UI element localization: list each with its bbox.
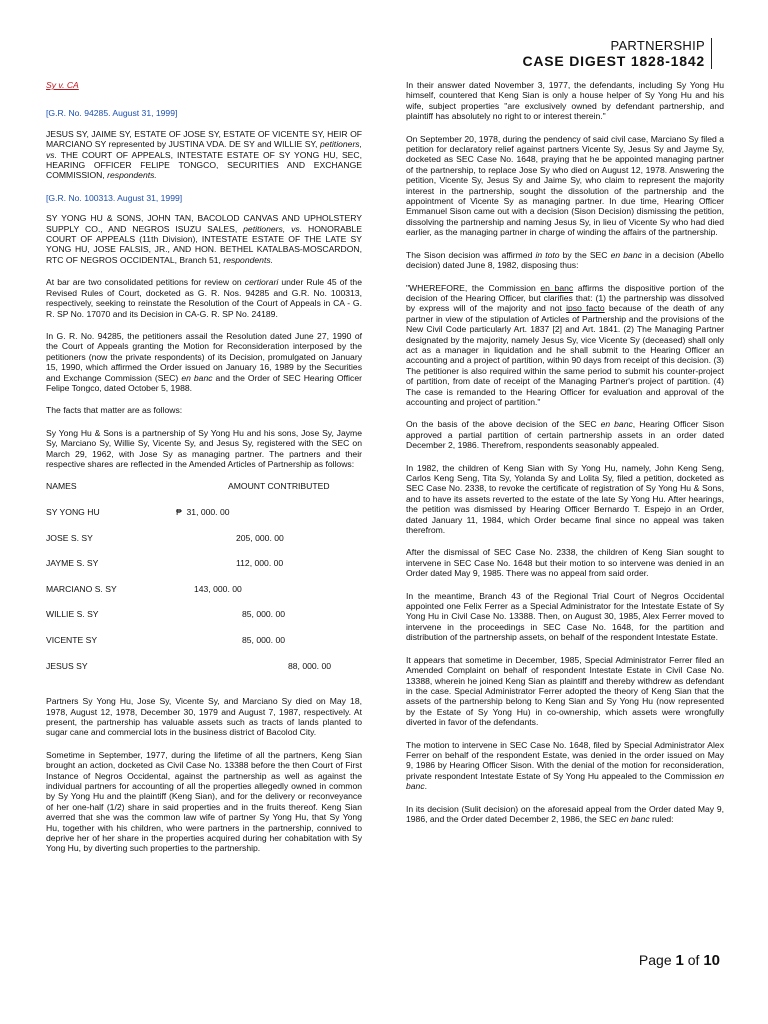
parties-1-text-a: JESUS SY, JAIME SY, ESTATE OF JOSE SY, ESTATE OF VICENTE SY, HEIR OF MARCIANO SY represented by JUSTINA VDA. DE SY and WILLIE SY, xyxy=(46,128,362,150)
text: "WHEREFORE, the Commission xyxy=(406,282,541,293)
table-row xyxy=(46,533,362,559)
text: affirms the dispositive portion of the decision of the Hearing Officer, but clarifies that: (1) the partnership was dissolved by express will of the majority and not xyxy=(406,282,724,314)
table-cell-amount: 205, 000. 00 xyxy=(236,532,284,543)
paragraph: On September 20, 1978, during the pendency of said civil case, Marciano Sy filed a petition for declaratory relief against partners Vicente Sy, Jesus Sy and Jayme Sy, docketed as SEC Case No. 1648, praying that he be appointed managing partner of the partnership, to replace Jose Sy who died on August 12, 1978. Answering the petition, Vicente Sy, Jesus Sy and Jaime Sy, who claim to represent the majority interest in the partnership, sought the dissolution of the partnership and the appointment of Vicente Sy as managing partner. In due time, Hearing Officer Emmanuel Sison came out with a decision (Sison Decision) dismissing the petition, dissolving the partnership and naming Jesus Sy, in lieu of Vicente Sy who had died earlier, as the managing partner in charge of winding the affairs of the partnership. xyxy=(406,133,724,238)
text: under Rule 45 of the Revised Rules of Court, docketed as G. R. Nos. 94285 and G.R. No. 100313, respectively, seeking to reinstate the Resolution of the Court of Appeals in CA - G. R. SP No. 17070 and its Decision in CA-G. R. SP No. 24189. xyxy=(46,277,362,319)
paragraph xyxy=(406,804,724,825)
paragraph: Partners Sy Yong Hu, Jose Sy, Vicente Sy, and Marciano Sy died on May 18, 1978, August 12, 1978, December 30, 1979 and August 7, 1987, respectively. At present, the partnership has valuable assets such as tracts of lands planted to sugar cane and commercial lots in the business district of Bacolod City. xyxy=(46,696,362,738)
table-cell-name: JESUS SY xyxy=(46,660,88,671)
table-cell-name: JAYME S. SY xyxy=(46,558,99,569)
text-italic: in toto xyxy=(535,249,560,260)
table-header-row xyxy=(46,481,362,507)
table-row xyxy=(46,507,362,533)
text: In its decision (Sulit decision) on the aforesaid appeal from the Order dated May 9, 1986, and the Order dated December 2, 1986, the SEC xyxy=(406,803,724,824)
text-italic: en banc xyxy=(610,249,642,260)
parties-1-role-respondents: respondents. xyxy=(107,170,157,181)
table-row xyxy=(46,661,362,687)
quoted-dispositive xyxy=(406,283,724,408)
parties-2-text-b: HONORABLE COURT OF APPEALS (11th Division), INTESTATE ESTATE OF THE LATE SY YONG HU, JOSE FALSIS, JR., AND HON. BETHEL KATALBAS-MOSCARDON, RTC OF NEGROS OCCIDENTAL, Branch 51, xyxy=(46,223,363,265)
header-category: PARTNERSHIP xyxy=(610,38,705,53)
contributions-table xyxy=(46,481,362,686)
text: At bar are two consolidated petitions for review on xyxy=(46,277,245,288)
table-row xyxy=(46,609,362,635)
table-header-amount: AMOUNT CONTRIBUTED xyxy=(228,481,330,492)
text: In G. R. No. 94285, the petitioners assail the Resolution dated June 27, 1990 of the Court of Appeals granting the Motion for Reconsideration interposed by the petitioners (now the private respondents) of its Decision, promulgated on January 15, 1990, which affirmed the Order issued on January 16, 1989 by the Securities and Exchange Commission (SEC) xyxy=(46,330,362,383)
gr-number-2[interactable]: [G.R. No. 100313. August 31, 1999] xyxy=(46,192,183,203)
case-title[interactable]: Sy v. CA xyxy=(46,80,79,90)
table-cell-amount: 112, 000. 00 xyxy=(236,558,284,569)
parties-1 xyxy=(46,129,362,181)
text: . xyxy=(424,781,428,792)
paragraph: It appears that sometime in December, 1985, Special Administrator Ferrer filed an Amended Complaint on behalf of respondent Intestate Estate in Civil Case No. 13388, wherein he joined Keng Sian as plaintiff and thereby withdrew as defendant in the case. Special Administrator Ferrer adopted the theory of Keng Sian that the assets of the partnership belong to Keng Sian and Sy Yong Hu (now represented by the Estate of Sy Yong Hu) in co-ownership, which assets were wrongfully diverted in favor of the defendants. xyxy=(406,654,724,728)
text: by the SEC xyxy=(559,249,611,260)
text: and the Order of SEC Hearing Officer Felipe Tongco, dated October 5, 1988. xyxy=(46,372,362,393)
paragraph: In 1982, the children of Keng Sian with Sy Yong Hu, namely, John Keng Seng, Carlos Keng Seng, Tita Sy, Yolanda Sy and Lolita Sy, filed a petition, docketed as SEC Case No. 2338, to revoke the certificate of registration of Sy Yong Hu & Sons, and to have its assets reverted to the estate of the late Sy Yong Hu. After hearings, the petition was dismissed by Hearing Officer Bernardo T. Espejo in an Order, dated January 11, 1984, which Order became final since no appeal was taken therefrom. xyxy=(406,462,724,536)
table-cell-amount: 143, 000. 00 xyxy=(194,583,242,594)
table-cell-amount: 85, 000. 00 xyxy=(242,609,286,620)
table-cell-name: MARCIANO S. SY xyxy=(46,583,117,594)
text: ruled: xyxy=(649,813,674,824)
paragraph: After the dismissal of SEC Case No. 2338, the children of Keng Sian sought to intervene in SEC Case No. 1648 but their motion to so intervene was denied in an Order dated May 9, 1985. There was no appeal from said order. xyxy=(406,547,724,579)
parties-2-text-a: SY YONG HU & SONS, JOHN TAN, BACOLOD CANVAS AND UPHOLSTERY SUPPLY CO., AND NEGROS ISUZU SALES, xyxy=(46,213,362,234)
parties-2 xyxy=(46,213,362,265)
parties-1-role-petitioners: petitioners, vs. xyxy=(46,139,362,160)
text: The motion to intervene in SEC Case No. 1648, filed by Special Administrator Alex Ferrer on behalf of the respondent Estate, was denied in the order issued on May 9, 1986 by Hearing Officer Sison. With the denial of the motion for reconsideration, private respondent Intestate Estate of Sy Yong Hu appealed to the Commission xyxy=(406,739,724,781)
text-underlined: ipso facto xyxy=(566,303,605,314)
page-current: 1 xyxy=(675,952,684,969)
text: , Hearing Officer Sison approved a partial partition of certain partnership assets in an order dated December 2, 1986. Therefrom, respondents seasonably appealed. xyxy=(406,419,724,451)
paragraph xyxy=(406,419,724,450)
table-cell-name: WILLIE S. SY xyxy=(46,609,99,620)
text-italic: en banc xyxy=(619,813,650,824)
text-italic: en banc xyxy=(600,419,633,430)
parties-1-text-b: THE COURT OF APPEALS, INTESTATE ESTATE OF SY YONG HU, SEC, HEARING OFFICER FELIPE TONGCO, SECURITIES AND EXCHANGE COMMISSION, xyxy=(46,149,362,181)
table-cell-amount: ₱ 31, 000. 00 xyxy=(176,506,230,517)
text-italic: en banc xyxy=(181,372,213,383)
table-row xyxy=(46,635,362,661)
text: The Sison decision was affirmed xyxy=(406,249,536,260)
text-underlined: en banc xyxy=(540,282,574,293)
table-cell-amount: 88, 000. 00 xyxy=(288,660,332,671)
document-header xyxy=(522,38,712,69)
paragraph: Sometime in September, 1977, during the lifetime of all the partners, Keng Sian brought an action, docketed as Civil Case No. 13388 before the then Court of First Instance of Negros Occidental, against the partnership as well as against the individual partners for accounting of all the properties allegedly owned in common by Sy Yong Hu and the plaintiff (Keng Sian), and for the delivery or reconveyance of her one-half (1/2) share in said properties and in the fruits thereof. Keng Sian averred that she was the common law wife of partner Sy Yong Hu, that Sy Yong Hu, together with his children, who were partners in the partnership, connived to deprive her of her share in the properties acquired during her cohabitation with Sy Yong Hu, by diverting such properties to the partnership. xyxy=(46,749,362,854)
paragraph xyxy=(406,740,724,792)
left-column xyxy=(46,80,362,866)
page-label: Page xyxy=(638,952,672,968)
parties-2-role-petitioners: petitioners, vs. xyxy=(243,223,303,234)
header-title: CASE DIGEST 1828-1842 xyxy=(522,53,705,69)
paragraph xyxy=(46,331,362,393)
page-number xyxy=(639,952,720,969)
table-cell-amount: 85, 000. 00 xyxy=(242,634,286,645)
paragraph: The facts that matter are as follows: xyxy=(46,405,183,416)
right-column xyxy=(406,80,724,836)
table-row xyxy=(46,558,362,584)
page-total: 10 xyxy=(703,952,720,969)
text: in a decision (Abello decision) dated June 8, 1982, disposing thus: xyxy=(406,249,724,271)
paragraph: Sy Yong Hu & Sons is a partnership of Sy Yong Hu and his sons, Jose Sy, Jayme Sy, Marciano Sy, Willie Sy, Vicente Sy, and Jesus Sy, registered with the SEC on March 29, 1962, with Jose Sy as managing partner. The partners and their respective shares are reflected in the Amended Articles of Partnership as follows: xyxy=(46,427,362,469)
text: because of the death of any partner in view of the stipulation of Articles of Partnership and the provisions of the New Civil Code particularly Art. 1837 [2] and Art. 1841. (2) The Managing Partner designated by the majority, namely Jesus Sy, vice Vicente Sy (deceased) shall only act as a manager in liquidation and he shall submit to the Hearing Officer an accounting and a project of partition, within 90 days from receipt of this decision. (3) The petitioner is also required within the same period to submit his counter-project of partition, from date of receipt of the Managing Partner's project of partition. (4) The case is remanded to the Hearing Officer for evaluation and approval of the accounting and project of partition." xyxy=(406,303,724,407)
table-row xyxy=(46,584,362,610)
table-cell-name: JOSE S. SY xyxy=(46,532,93,543)
parties-2-role-respondents: respondents. xyxy=(223,254,274,265)
text-italic: en banc xyxy=(406,770,724,792)
paragraph: In the meantime, Branch 43 of the Regional Trial Court of Negros Occidental appointed one Felix Ferrer as a Special Administrator for the Intestate Estate of Sy Yong Hu in Civil Case No. 13388. Then, on August 30, 1985, Alex Ferrer moved to intervene in the proceedings in SEC Case No. 1648, for the partition and distribution of the partnership assets, on behalf of the respondent Intestate Estate. xyxy=(406,590,724,643)
paragraph xyxy=(406,250,724,271)
text-italic: certiorari xyxy=(244,277,279,288)
table-cell-name: VICENTE SY xyxy=(46,634,98,645)
table-header-names: NAMES xyxy=(46,481,77,492)
gr-number-1[interactable]: [G.R. No. 94285. August 31, 1999] xyxy=(46,108,178,119)
paragraph: In their answer dated November 3, 1977, the defendants, including Sy Yong Hu himself, countered that Keng Sian is only a house helper of Sy Yong Hu and his wife, subject properties "are exclusively owned by defendant partnership, and plaintiff has absolutely no right to or interest therein." xyxy=(406,80,724,122)
text: On the basis of the above decision of the SEC xyxy=(406,419,601,430)
table-cell-name: SY YONG HU xyxy=(46,506,100,517)
paragraph xyxy=(46,277,362,319)
page-of: of xyxy=(687,952,700,968)
